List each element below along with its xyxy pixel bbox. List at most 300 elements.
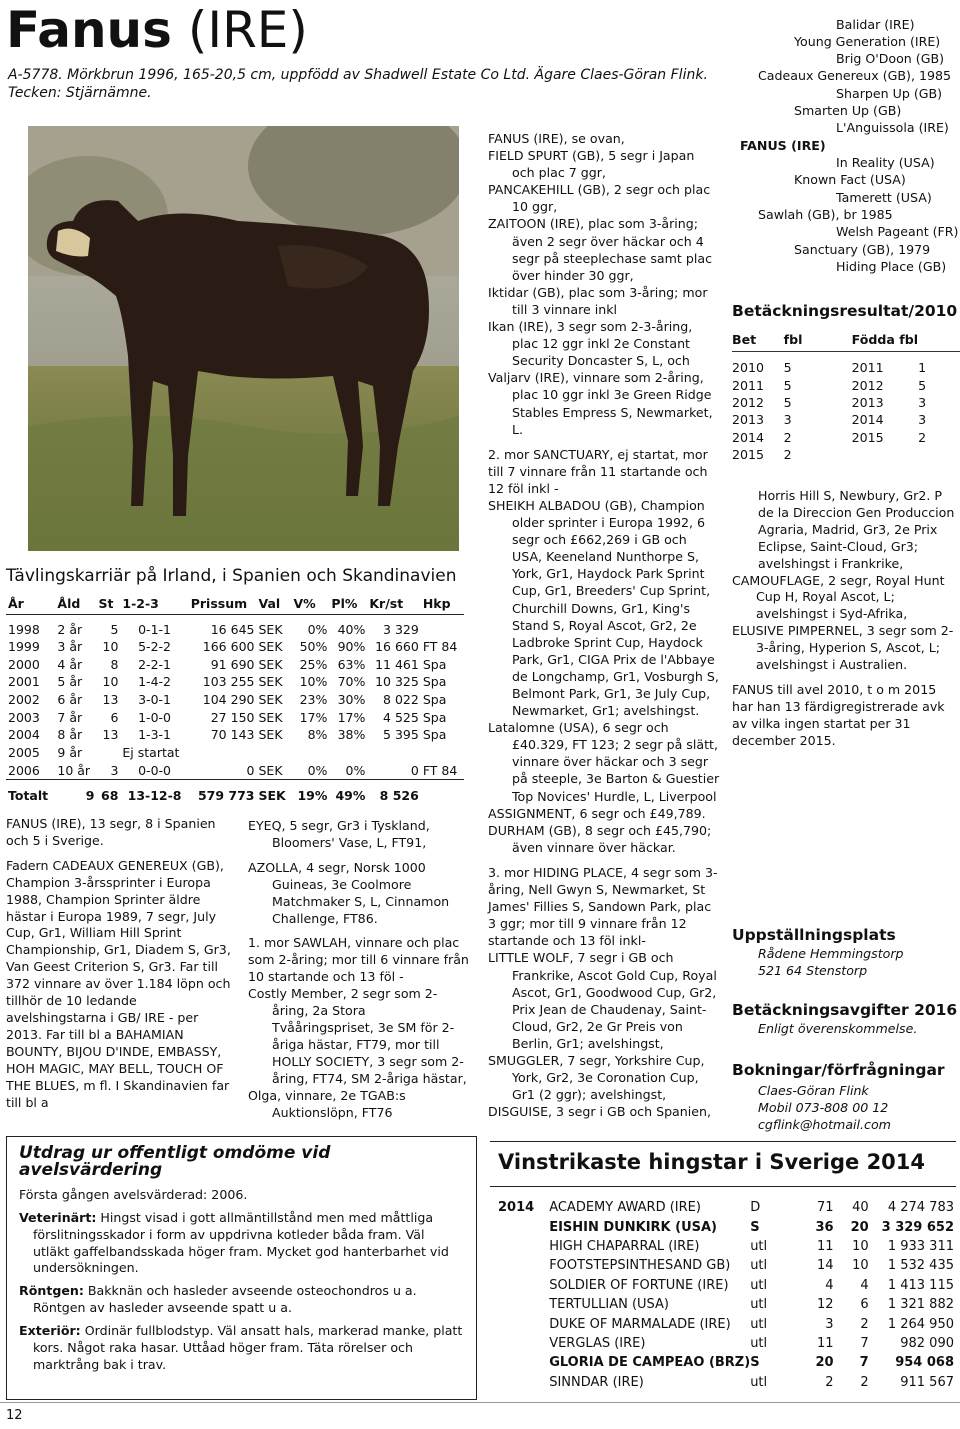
breeding-cell: 2	[918, 429, 927, 445]
winners-horse: HIGH CHAPARRAL (IRE)	[549, 1238, 700, 1254]
career-cell: 166 600	[202, 639, 255, 655]
career-cell: 0%	[307, 762, 328, 778]
evaluation-exterior-text: Ordinär fullblodstyp. Väl ansatt hals, markerad manke, platt kors. Något raka hasar. Uttåad höger fram. Täta rörelser och marktrång bak i trav.	[33, 1323, 463, 1372]
paragraph: Horris Hill S, Newbury, Gr2. P de la Direccion Gen Produccion Agraria, Madrid, Gr3, 2e Prix Eclipse, Saint-Cloud, Gr3; avelshingst i Frankrike,	[758, 488, 955, 571]
career-cell: 0-0-0	[138, 762, 171, 778]
career-cell: Ej startat	[122, 745, 180, 761]
horse-origin: (IRE)	[171, 1, 308, 59]
career-row	[6, 708, 464, 726]
pedigree-entry: Hiding Place (GB)	[836, 259, 947, 274]
paragraph: AZOLLA, 4 segr, Norsk 1000 Guineas, 3e Coolmore Matchmaker S, L, Cinnamon Challenge, FT86.	[248, 859, 450, 926]
career-cell: 5	[110, 621, 119, 637]
career-cell: 90%	[337, 639, 366, 655]
career-cell: 10%	[299, 674, 328, 690]
evaluation-box	[6, 1136, 477, 1400]
career-cell: 13	[102, 692, 119, 708]
breeding-cell: 2012	[732, 394, 765, 410]
career-cell: 10 325	[375, 674, 419, 690]
career-cell: 8	[110, 656, 119, 672]
career-cell	[329, 744, 367, 762]
winners-starts: 11	[817, 1335, 834, 1351]
paragraph: Iktidar (GB), plac som 3-åring; mor till 3 vinnare inkl	[488, 284, 708, 317]
breeding-cell: 2014	[851, 412, 884, 428]
paragraph: PANCAKEHILL (GB), 2 segr och plac 10 ggr,	[488, 182, 711, 215]
career-total-cell: 49%	[329, 779, 367, 806]
paragraph: DISGUISE, 3 segr i GB och Spanien,	[488, 1104, 711, 1120]
paragraph: 3. mor HIDING PLACE, 4 segr som 3-åring, Nell Gwyn S, Newmarket, St James' Fillies S, Sandown Park, plac 3 ggr; mor till 9 vinnare från 12 startande och 13 föl inkl-	[488, 864, 718, 949]
winners-row	[498, 1353, 954, 1372]
winners-year	[498, 1237, 549, 1256]
career-cell: 103 255	[202, 674, 255, 690]
winners-year	[498, 1314, 549, 1333]
career-cell: 2004	[8, 727, 40, 743]
career-cell: 10	[102, 639, 119, 655]
paragraph: ELUSIVE PIMPERNEL, 3 segr som 2-3-åring, Hyperion S, Ascot, L; avelshingst i Australien.	[732, 623, 954, 673]
career-header-win-pct: V%	[291, 594, 329, 614]
winners-wins: 2	[860, 1374, 869, 1390]
career-cell: 8 år	[57, 727, 83, 743]
career-cell: 17%	[337, 709, 366, 725]
career-cell: 1-3-1	[138, 727, 171, 743]
career-cell	[96, 744, 120, 762]
winners-year	[498, 1217, 549, 1236]
breeding-cell	[918, 446, 960, 463]
winners-mid-rule	[490, 1186, 956, 1187]
winners-country: utl	[750, 1258, 768, 1274]
winners-row	[498, 1314, 954, 1333]
career-header-prize: Prissum	[189, 594, 257, 614]
career-cell: 2002	[8, 692, 40, 708]
career-header-starts: St	[96, 594, 120, 614]
breeding-cell: 3	[918, 394, 927, 410]
winners-year	[498, 1373, 549, 1392]
career-cell: 1999	[8, 639, 40, 655]
pedigree-entry: Known Fact (USA)	[794, 172, 906, 187]
text-column-1	[6, 816, 238, 1119]
career-row	[6, 655, 464, 673]
career-header-age: Åld	[55, 594, 96, 614]
career-cell: Spa	[422, 709, 447, 725]
career-cell: 3	[110, 762, 119, 778]
career-cell: 10	[102, 674, 119, 690]
career-header-row	[6, 594, 464, 614]
winners-wins: 7	[859, 1355, 869, 1371]
location-line: Rådene Hemmingstorp	[758, 946, 904, 961]
evaluation-xray-label: Röntgen:	[19, 1283, 84, 1299]
winners-starts: 12	[817, 1297, 834, 1313]
evaluation-vet-label: Veterinärt:	[19, 1209, 97, 1225]
winners-country: utl	[750, 1238, 768, 1254]
career-cell: 2005	[8, 745, 40, 761]
breeding-header: Födda fbl	[852, 329, 918, 351]
winners-starts: 3	[825, 1316, 834, 1332]
evaluation-xray	[19, 1283, 464, 1317]
evaluation-vet-text: Hingst visad i gott allmäntillstånd men med måttliga förslitningsskador i form av uppdrivna kotleder båda fram. Väl utläkt gaffelbandsskada höger fram. Mycket god hanterbarhet vid undersökningen.	[33, 1209, 449, 1276]
career-cell	[421, 744, 464, 762]
career-cell: 2 år	[57, 621, 83, 637]
paragraph: Ikan (IRE), 3 segr som 2-3-åring, plac 12 ggr inkl 2e Constant Security Doncaster S, L, och	[488, 319, 693, 369]
career-title: Tävlingskarriär på Irland, i Spanien och Skandinavien	[6, 566, 457, 586]
career-cell: 1-4-2	[138, 674, 171, 690]
career-cell: 1998	[8, 621, 40, 637]
winners-prize: 911 567	[900, 1374, 954, 1390]
breeding-row	[732, 376, 960, 393]
evaluation-xray-text: Bakknän och hasleder avseende osteochondros u a. Röntgen av hasleder avseende spatt u a.	[33, 1283, 417, 1316]
paragraph: LITTLE WOLF, 7 segr i GB och Frankrike, Ascot Gold Cup, Royal Ascot, Gr1, Goodwood Cup, Gr2, Prix Jean de Chaudenay, Saint-Cloud, Gr2, 2e Gr Preis von Berlin, Gr1; avelshingst,	[488, 950, 717, 1051]
breeding-header	[918, 329, 960, 351]
career-cell: 0%	[345, 762, 366, 778]
booking-details	[758, 1082, 891, 1134]
winners-wins: 20	[850, 1219, 869, 1235]
career-cell	[256, 744, 291, 762]
winners-wins: 4	[860, 1277, 869, 1293]
paragraph: Fadern CADEAUX GENEREUX (GB), Champion 3-årssprinter i Europa 1988, Champion Sprinter äldre hästar i Europa 1989, 7 segr, July Cup, Gr1, William Hill Sprint Championship, Gr1, Diadem S, Gr3, Van Geest Criterion S, Gr3. Far till 372 vinnare av över 1.184 löpn och tillhör de 10 ledande avelshingstarna i GB/ IRE - per 2013. Far till bl a BAHAMIAN BOUNTY, BIJOU D'INDE, EMBASSY, HOH MAGIC, MAY BELL, TOUCH OF THE BLUES, m fl. I Skandinavien far till bl a	[6, 857, 231, 1110]
career-header-handicap: Hkp	[421, 594, 464, 614]
career-table	[6, 594, 464, 806]
winners-horse: GLORIA DE CAMPEAO (BRZ)	[549, 1355, 751, 1371]
breeding-row	[732, 446, 960, 463]
career-cell	[421, 614, 464, 638]
winners-country: utl	[750, 1316, 768, 1332]
pedigree-entry: Sanctuary (GB), 1979	[794, 242, 931, 257]
breeding-cell: 5	[783, 377, 792, 393]
breeding-cell: 2	[783, 447, 792, 463]
pedigree-entry: In Reality (USA)	[836, 155, 935, 170]
breeding-cell: 2013	[732, 412, 765, 428]
pedigree-entry: L'Anguissola (IRE)	[836, 120, 949, 135]
career-cell: 0	[410, 762, 419, 778]
career-cell: 5-2-2	[138, 639, 171, 655]
winners-horse: ACADEMY AWARD (IRE)	[549, 1200, 701, 1216]
winners-wins: 10	[852, 1238, 869, 1254]
career-cell: 7 år	[57, 709, 83, 725]
winners-horse: EISHIN DUNKIRK (USA)	[549, 1219, 718, 1235]
career-cell: 4 525	[383, 709, 419, 725]
evaluation-exterior	[19, 1323, 464, 1374]
page-divider	[0, 1402, 960, 1403]
paragraph: Costly Member, 2 segr som 2-åring, 2a Stora Tvååringspriset, 3e SM för 2-åriga hästar, FT79, mor till HOLLY SOCIETY, 3 segr som 2-åring, FT74, SM 2-åriga hästar,	[248, 986, 467, 1086]
booking-email[interactable]: cgflink@hotmail.com	[758, 1117, 891, 1133]
career-cell: 5 395	[383, 727, 419, 743]
winners-wins: 10	[852, 1258, 869, 1274]
winners-starts: 36	[815, 1219, 834, 1235]
career-cell: 9 år	[57, 745, 83, 761]
career-total-cell: 68	[96, 779, 120, 806]
breeding-row	[732, 359, 960, 376]
pedigree-entry: Brig O'Doon (GB)	[836, 51, 945, 66]
fee-title: Betäckningsavgifter 2016	[732, 1001, 958, 1019]
career-total-row	[6, 779, 464, 806]
career-cell: 27 150	[210, 709, 255, 725]
breeding-cell: 2012	[851, 377, 884, 393]
booking-phone[interactable]: Mobil 073-808 00 12	[758, 1100, 889, 1116]
career-cell: 10 år	[57, 762, 91, 778]
winners-title: Vinstrikaste hingstar i Sverige 2014	[498, 1150, 926, 1174]
paragraph: EYEQ, 5 segr, Gr3 i Tyskland, Bloomers' Vase, L, FT91,	[248, 818, 430, 850]
career-cell: 11 461	[375, 656, 419, 672]
winners-year	[498, 1334, 549, 1353]
paragraph: Latalomne (USA), 6 segr och £40.329, FT 123; 2 segr på slätt, vinnare över häckar och 3 segr på steeple, 3e Barton & Guestier Top Novices' Hurdle, L, Liverpool	[488, 720, 720, 804]
career-row	[6, 726, 464, 744]
pedigree-entry: Young Generation (IRE)	[794, 34, 941, 49]
career-row	[6, 638, 464, 656]
career-cell: SEK	[258, 762, 283, 778]
winners-row	[498, 1217, 954, 1236]
paragraph: FANUS till avel 2010, t o m 2015 har han 13 färdigregistrerade avk av vilka ingen startat per 31 december 2015.	[732, 681, 945, 748]
breeding-cell: 2011	[851, 360, 884, 376]
career-cell: 3 år	[57, 639, 83, 655]
career-cell: Spa	[422, 692, 447, 708]
career-cell: SEK	[258, 639, 283, 655]
horse-description: A-5778. Mörkbrun 1996, 165-20,5 cm, uppfödd av Shadwell Estate Co Ltd. Ägare Claes-Göran Flink. Tecken: Stjärnämne.	[8, 67, 708, 101]
career-row	[6, 744, 464, 762]
page-title	[6, 0, 308, 60]
career-cell: SEK	[258, 727, 283, 743]
pedigree-entry: Smarten Up (GB)	[794, 103, 902, 118]
winners-prize: 982 090	[900, 1335, 954, 1351]
winners-prize: 1 413 115	[887, 1277, 954, 1293]
booking-title: Bokningar/förfrågningar	[732, 1061, 945, 1079]
career-cell: 8 022	[383, 692, 419, 708]
fee-text: Enligt överenskommelse.	[758, 1021, 918, 1036]
page-number: 12	[6, 1408, 23, 1423]
career-cell: 6	[110, 709, 119, 725]
breeding-cell: 5	[783, 360, 792, 376]
career-cell: 0	[246, 762, 255, 778]
winners-country: D	[750, 1200, 761, 1216]
pedigree-entry: Tamerett (USA)	[836, 190, 932, 205]
location-details	[758, 945, 904, 979]
career-row	[6, 691, 464, 709]
career-cell: 5 år	[57, 674, 83, 690]
text-column-4	[732, 488, 958, 758]
paragraph: Valjarv (IRE), vinnare som 2-åring, plac 10 ggr inkl 3e Green Ridge Stables Empress S, Newmarket, L.	[488, 370, 713, 437]
breeding-cell: 3	[783, 412, 792, 428]
career-cell: Spa	[422, 674, 447, 690]
career-row	[6, 673, 464, 691]
career-cell: 16 645	[210, 621, 255, 637]
winners-year	[498, 1276, 549, 1295]
winners-country: utl	[750, 1374, 768, 1390]
career-cell: 30%	[337, 692, 366, 708]
winners-wins: 40	[852, 1200, 869, 1216]
winners-starts: 11	[817, 1238, 834, 1254]
winners-horse: SOLDIER OF FORTUNE (IRE)	[549, 1277, 729, 1293]
winners-starts: 71	[817, 1200, 834, 1216]
career-total-cell: SEK	[256, 779, 291, 806]
career-row	[6, 614, 464, 638]
winners-horse: TERTULLIAN (USA)	[549, 1297, 669, 1313]
winners-prize: 1 321 882	[887, 1297, 954, 1313]
career-cell: SEK	[258, 692, 283, 708]
breeding-cell: 5	[783, 394, 792, 410]
career-cell: 3-0-1	[138, 692, 171, 708]
paragraph: SHEIKH ALBADOU (GB), Champion older sprinter i Europa 1992, 6 segr och £662,269 i GB och USA, Keeneland Nunthorpe S, York, Gr1, Haydock Park Sprint Cup, Gr1, Breeders' Cup Sprint, Churchill Downs, Gr1, King's Stand S, Royal Ascot, Gr2, 2e Ladbroke Sprint Cup, Haydock Park, Gr1, CIGA Prix de l'Abbaye de Longchamp, Gr1, Vosburgh S, Belmont Park, Gr1, 3e July Cup, Newmarket, Gr1; avelshingst.	[488, 497, 719, 719]
career-total-cell: 13-12-8	[120, 779, 188, 806]
career-cell: 3 329	[383, 621, 419, 637]
winners-prize: 3 329 652	[881, 1219, 954, 1235]
career-cell: FT 84	[422, 639, 458, 655]
career-cell	[367, 744, 420, 762]
career-cell: 104 290	[202, 692, 255, 708]
career-cell: 0%	[307, 621, 328, 637]
winners-top-rule	[490, 1141, 956, 1142]
career-cell: 2-2-1	[138, 656, 171, 672]
winners-year	[498, 1295, 549, 1314]
career-cell: 16 660	[375, 639, 419, 655]
career-cell: 0-1-1	[138, 621, 171, 637]
pedigree-entry: Welsh Pageant (FR)	[836, 224, 959, 239]
career-total-cell: 9	[55, 779, 96, 806]
winners-row	[498, 1334, 954, 1353]
career-cell: 25%	[299, 656, 328, 672]
career-header-placings: 1-2-3	[120, 594, 188, 614]
career-cell: 23%	[299, 692, 328, 708]
breeding-row	[732, 411, 960, 428]
paragraph: FANUS (IRE), se ovan,	[488, 131, 625, 146]
career-cell: 17%	[299, 709, 328, 725]
breeding-cell: 2014	[732, 429, 765, 445]
breeding-row	[732, 429, 960, 446]
winners-year: 2014	[498, 1200, 535, 1216]
winners-year	[498, 1256, 549, 1275]
career-cell: SEK	[258, 674, 283, 690]
winners-horse: SINNDAR (IRE)	[549, 1374, 644, 1390]
career-cell: 50%	[299, 639, 328, 655]
winners-prize: 1 264 950	[887, 1316, 954, 1332]
breeding-cell: 2011	[732, 377, 765, 393]
winners-starts: 4	[825, 1277, 834, 1293]
career-cell: 8%	[307, 727, 328, 743]
career-total-cell	[421, 779, 464, 806]
career-header-currency: Val	[256, 594, 291, 614]
winners-starts: 20	[815, 1355, 834, 1371]
winners-country: S	[750, 1355, 760, 1371]
career-cell: 4 år	[57, 656, 83, 672]
winners-country: utl	[750, 1335, 768, 1351]
breeding-cell: 3	[918, 412, 927, 428]
career-cell: 1-0-0	[138, 709, 171, 725]
paragraph: 1. mor SAWLAH, vinnare och plac som 2-åring; mor till 6 vinnare från 10 startande och 13 föl -	[248, 935, 469, 985]
career-cell: 2003	[8, 709, 40, 725]
career-header-per-start: Kr/st	[367, 594, 420, 614]
winners-row	[498, 1256, 954, 1275]
career-cell: 70%	[337, 674, 366, 690]
career-cell: 2000	[8, 656, 40, 672]
career-cell: 38%	[337, 727, 366, 743]
career-cell: 63%	[337, 656, 366, 672]
pedigree-entry: Sawlah (GB), br 1985	[758, 207, 893, 222]
breeding-cell: 2010	[732, 360, 765, 376]
paragraph: ASSIGNMENT, 6 segr och £49,789.	[488, 805, 706, 821]
career-cell: 91 690	[210, 656, 255, 672]
horse-photo	[28, 126, 459, 551]
career-cell	[291, 744, 329, 762]
winners-horse: VERGLAS (IRE)	[549, 1335, 646, 1351]
winners-row	[498, 1373, 954, 1392]
evaluation-title: Utdrag ur offentligt omdöme vid avelsvärdering	[19, 1143, 331, 1180]
paragraph: CAMOUFLAGE, 2 segr, Royal Hunt Cup H, Royal Ascot, L; avelshingst i Syd-Afrika,	[732, 572, 945, 622]
career-cell: SEK	[258, 709, 283, 725]
breeding-header-row	[732, 329, 960, 351]
winners-prize: 1 532 435	[887, 1258, 954, 1274]
location-line: 521 64 Stenstorp	[758, 963, 868, 978]
winners-wins: 2	[860, 1316, 869, 1332]
career-total-cell: 19%	[291, 779, 329, 806]
career-cell: SEK	[258, 656, 283, 672]
breeding-row	[732, 394, 960, 411]
winners-wins: 7	[860, 1335, 869, 1351]
winners-wins: 6	[860, 1297, 869, 1313]
winners-starts: 2	[825, 1374, 834, 1390]
winners-horse: DUKE OF MARMALADE (IRE)	[549, 1316, 731, 1332]
career-cell	[189, 744, 257, 762]
winners-row	[498, 1276, 954, 1295]
paragraph: ZAITOON (IRE), plac som 3-åring; även 2 segr över häckar och 4 segr på steeplechase samt plac över hinder 30 ggr,	[488, 216, 712, 283]
career-cell: Spa	[422, 656, 447, 672]
evaluation-exterior-label: Exteriör:	[19, 1323, 81, 1339]
winners-country: utl	[750, 1297, 768, 1313]
breeding-cell: 2	[783, 429, 792, 445]
winners-prize: 4 274 783	[887, 1200, 954, 1216]
breeding-cell: 2015	[732, 447, 765, 463]
text-column-2	[248, 818, 470, 1129]
career-cell: Spa	[422, 727, 447, 743]
career-cell: FT 84	[422, 762, 458, 778]
pedigree-subject: FANUS (IRE)	[740, 138, 826, 153]
breeding-results-title: Betäckningsresultat/2010	[732, 302, 958, 320]
breeding-cell: 1	[918, 360, 927, 376]
career-cell: 2006	[8, 762, 40, 778]
paragraph: FIELD SPURT (GB), 5 segr i Japan och plac 7 ggr,	[488, 148, 695, 181]
winners-year	[498, 1353, 549, 1372]
career-cell: 2001	[8, 674, 40, 690]
paragraph: SMUGGLER, 7 segr, Yorkshire Cup, York, Gr2, 3e Coronation Cup, Gr1 (2 ggr); avelshingst,	[488, 1052, 705, 1103]
career-total-cell: Totalt	[6, 779, 55, 806]
breeding-cell	[852, 446, 918, 463]
breeding-header: fbl	[784, 329, 852, 351]
career-row	[6, 762, 464, 780]
breeding-results-table	[732, 329, 960, 463]
pedigree-entry: Cadeaux Genereux (GB), 1985	[758, 68, 952, 83]
winners-country: utl	[750, 1277, 768, 1293]
pedigree-entry: Balidar (IRE)	[836, 17, 915, 32]
text-column-3	[488, 130, 720, 1120]
winners-country: S	[750, 1219, 760, 1235]
evaluation-first-time: Första gången avelsvärderad: 2006.	[19, 1186, 248, 1202]
winners-prize: 1 933 311	[887, 1238, 954, 1254]
career-total-cell: 579 773	[189, 779, 257, 806]
pedigree-entry: Sharpen Up (GB)	[836, 86, 943, 101]
paragraph: 2. mor SANCTUARY, ej startat, mor till 7 vinnare från 11 startande och 12 föl inkl -	[488, 446, 708, 496]
career-total-cell: 8 526	[367, 779, 420, 806]
breeding-cell: 5	[918, 377, 927, 393]
winners-row	[498, 1198, 954, 1217]
career-cell: 6 år	[57, 692, 83, 708]
winners-row	[498, 1237, 954, 1256]
career-cell: 40%	[337, 621, 366, 637]
breeding-header: Bet	[732, 329, 784, 351]
breeding-cell: 2015	[851, 429, 884, 445]
paragraph: Olga, vinnare, 2e TGAB:s Auktionslöpn, FT76	[248, 1087, 406, 1120]
paragraph: DURHAM (GB), 8 segr och £45,790; även vinnare över häckar.	[488, 822, 712, 855]
location-title: Uppställningsplats	[732, 926, 896, 944]
winners-row	[498, 1295, 954, 1314]
career-cell: 70 143	[210, 727, 255, 743]
winners-horse: FOOTSTEPSINTHESAND GB)	[549, 1258, 731, 1274]
career-header-place-pct: Pl%	[329, 594, 367, 614]
winners-prize: 954 068	[895, 1355, 954, 1371]
